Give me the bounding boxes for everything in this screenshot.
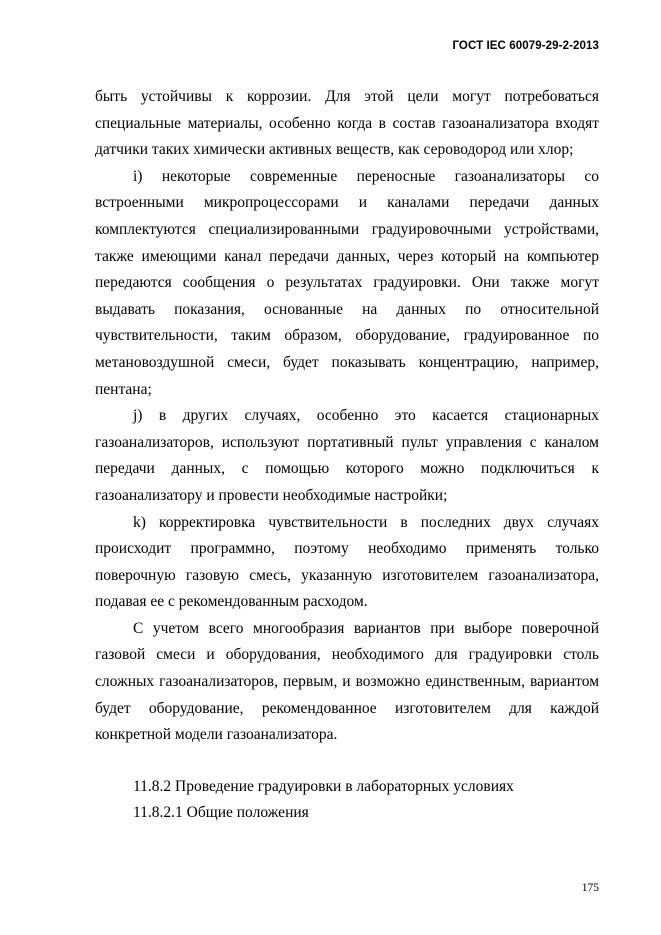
section-heading: 11.8.2 Проведение градуировки в лабораторных условиях bbox=[133, 777, 514, 795]
section-spacer bbox=[95, 749, 599, 774]
page-content bbox=[95, 84, 599, 827]
paragraph-corrosion-continuation: быть устойчивы к коррозии. Для этой цели могут потребоваться специальные материалы, особенно когда в состав газоанализатора входят датчики таких химически активных веществ, как сероводород или хлор; bbox=[95, 88, 599, 159]
subsection-heading: 11.8.2.1 Общие положения bbox=[133, 804, 309, 822]
paragraph-item-i: i) некоторые современные переносные газоанализаторы со встроенными микропроцессорами и каналами передачи данных комплектуются специализированными градуировочными устройствами, также имеющими канал передачи данных, через который на компьютер передаются сообщения о результатах градуировки. Они также могут выдавать показания, основанные на данных по относительной чувствительности, таким образом, оборудование, градуированное по метановоздушной смеси, будет показывать концентрацию, например, пентана; bbox=[95, 167, 599, 398]
paragraph-conclusion: С учетом всего многообразия вариантов при выборе поверочной газовой смеси и оборудования, необходимого для градуировки столь сложных газоанализаторов, первым, и возможно единственным, вариантом будет оборудование, рекомендованное изготовителем для каждой конкретной модели газоанализатора. bbox=[95, 619, 599, 744]
page-number: 175 bbox=[581, 882, 599, 894]
document-header-standard-id: ГОСТ IEC 60079-29-2-2013 bbox=[452, 40, 599, 52]
paragraph-item-j: j) в других случаях, особенно это касается стационарных газоанализаторов, используют портативный пульт управления с каналом передачи данных, с помощью которого можно подключиться к газоанализатору и провести необходимые настройки; bbox=[95, 407, 599, 504]
paragraph-item-k: k) корректировка чувствительности в последних двух случаях происходит программно, поэтому необходимо применять только поверочную газовую смесь, указанную изготовителем газоанализатора, подавая ее с рекомендованным расходом. bbox=[95, 513, 599, 611]
